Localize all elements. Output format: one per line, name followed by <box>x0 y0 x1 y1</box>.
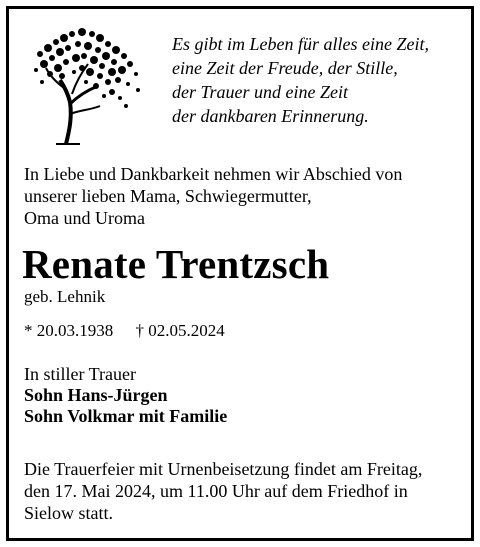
life-dates <box>24 320 225 342</box>
intro-line: Oma und Uroma <box>24 208 145 228</box>
poem-line: eine Zeit der Freude, der Stille, <box>172 58 398 78</box>
intro-line: unserer lieben Mama, Schwiegermutter, <box>24 186 312 206</box>
mourners-heading: In stiller Trauer <box>24 364 136 384</box>
poem-line: der dankbaren Erinnerung. <box>172 106 369 126</box>
birth-date: * 20.03.1938 <box>24 321 114 340</box>
tree-icon <box>26 24 156 146</box>
birth-name: geb. Lehnik <box>24 287 106 306</box>
mourner-name: Sohn Hans-Jürgen <box>24 385 168 405</box>
funeral-service-info <box>24 458 468 524</box>
death-date: † 02.05.2024 <box>135 321 225 340</box>
mourners <box>24 364 227 427</box>
poem <box>172 32 462 128</box>
service-line: Die Trauerfeier mit Urnenbeisetzung findet am Freitag, <box>24 459 423 479</box>
service-line: den 17. Mai 2024, um 11.00 Uhr auf dem Friedhof in <box>24 481 408 501</box>
intro-line: In Liebe und Dankbarkeit nehmen wir Abschied von <box>24 164 403 184</box>
deceased-name: Renate Trentzsch <box>22 241 330 287</box>
mourner-name: Sohn Volkmar mit Familie <box>24 406 228 426</box>
service-line: Sielow statt. <box>24 503 113 523</box>
poem-line: Es gibt im Leben für alles eine Zeit, <box>172 34 429 54</box>
poem-line: der Trauer und eine Zeit <box>172 82 348 102</box>
intro-text <box>24 163 464 229</box>
